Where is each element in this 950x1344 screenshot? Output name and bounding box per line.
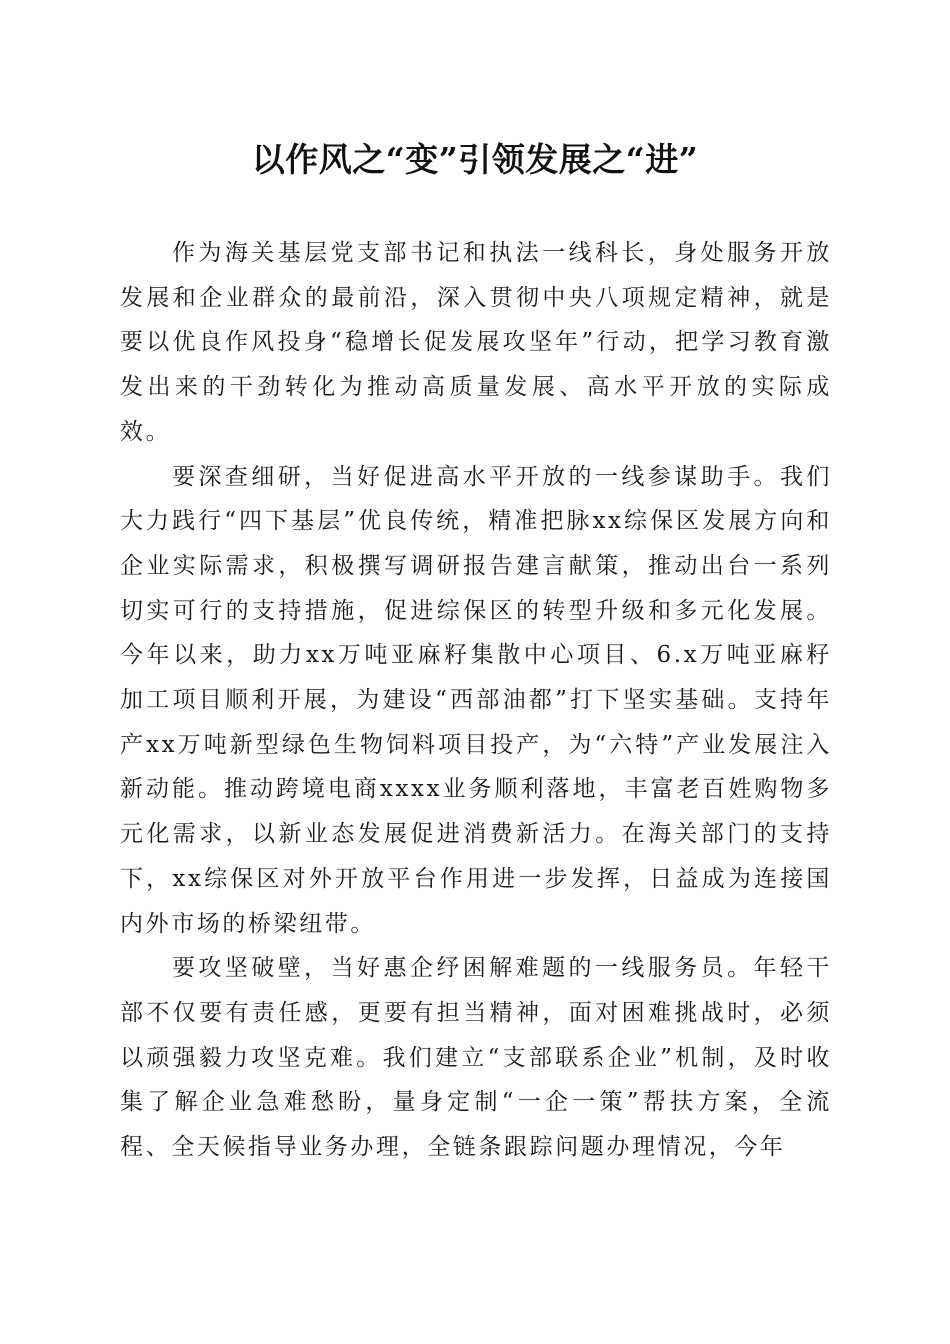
paragraph-3: 要攻坚破壁，当好惠企纾困解难题的一线服务员。年轻干部不仅要有责任感，更要有担当精神，面对困难挑战时，必须以顽强毅力攻坚克难。我们建立“支部联系企业”机制，及时收集了解企业急难愁盼，量身定制“一企一策”帮扶方案，全流程、全天候指导业务办理，全链条跟踪问题办理情况，今年 (120, 955, 832, 1161)
paragraph-1: 作为海关基层党支部书记和执法一线科长，身处服务开放发展和企业群众的最前沿，深入贯彻中央八项规定精神，就是要以优良作风投身“稳增长促发展攻坚年”行动，把学习教育激发出来的干劲转化为推动高质量发展、高水平开放的实际成效。 (120, 240, 832, 445)
document-body (120, 231, 832, 1170)
document-title: 以作风之“变”引领发展之“进” (251, 140, 699, 179)
paragraph-2: 要深查细研，当好促进高水平开放的一线参谋助手。我们大力践行“四下基层”优良传统，精准把脉xx综保区发展方向和企业实际需求，积极撰写调研报告建言献策，推动出台一系列切实可行的支持措施，促进综保区的转型升级和多元化发展。今年以来，助力xx万吨亚麻籽集散中心项目、6.x万吨亚麻籽加工项目顺利开展，为建设“西部油都”打下坚实基础。支持年产xx万吨新型绿色生物饲料项目投产，为“六特”产业发展注入新动能。推动跨境电商xxxx业务顺利落地，丰富老百姓购物多元化需求，以新业态发展促进消费新活力。在海关部门的支持下，xx综保区对外开放平台作用进一步发挥，日益成为连接国内外市场的桥梁纽带。 (120, 463, 832, 937)
